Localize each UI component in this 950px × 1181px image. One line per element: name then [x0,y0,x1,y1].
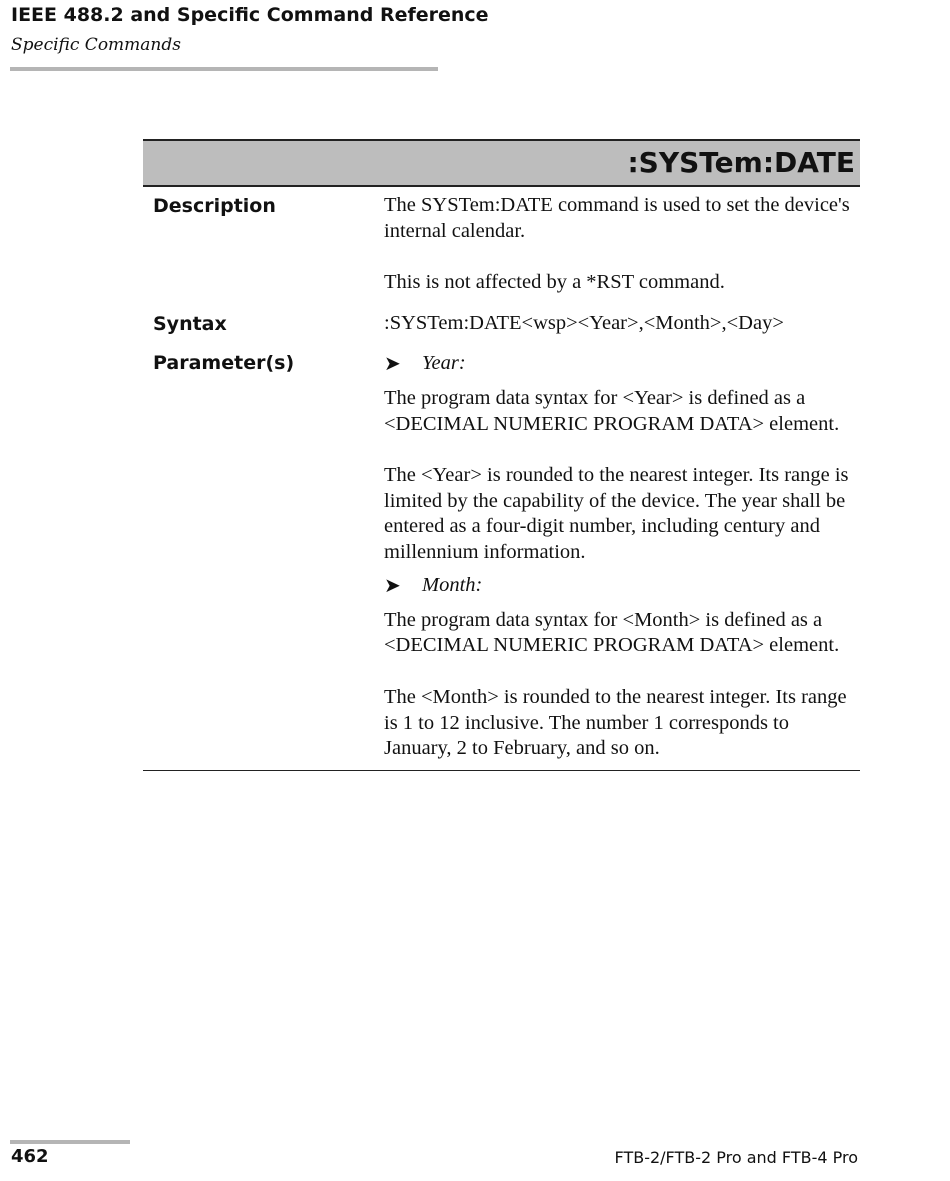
arrow-bullet-icon: ➤ [384,350,401,375]
header-divider [10,67,438,71]
header-subtitle: Specific Commands [11,35,181,55]
parameter-paragraph: The <Month> is rounded to the nearest integer. Its range is 1 to 12 inclusive. The number 1 corresponds to January, 2 to February, and so on. [384,685,847,760]
command-title: :SYSTem:DATE [627,146,855,179]
parameter-name: Month: [422,573,483,596]
footer-divider [10,1140,130,1144]
parameters-row [143,350,860,762]
parameter-paragraph: The program data syntax for <Month> is defined as a <DECIMAL NUMERIC PROGRAM DATA> element. [384,608,840,657]
table-bottom-rule [143,770,860,771]
parameter-paragraph: The <Year> is rounded to the nearest integer. Its range is limited by the capability of the device. The year shall be entered as a four-digit number, including century and millennium information. [384,463,849,563]
page-header [11,2,489,56]
syntax-row [143,311,860,337]
syntax-text: :SYSTem:DATE<wsp><Year>,<Month>,<Day> [384,311,784,334]
parameter-paragraph: The program data syntax for <Year> is defined as a <DECIMAL NUMERIC PROGRAM DATA> element. [384,386,840,435]
syntax-content [384,311,860,337]
description-paragraph: This is not affected by a *RST command. [384,271,725,294]
description-label: Description [153,195,276,217]
syntax-label: Syntax [153,312,227,335]
description-row [143,193,860,296]
arrow-bullet-icon: ➤ [384,572,401,597]
footer-product-name: FTB-2/FTB-2 Pro and FTB-4 Pro [614,1148,858,1167]
parameter-name: Year: [422,351,466,374]
description-paragraph: The SYSTem:DATE command is used to set the device's internal calendar. [384,194,850,242]
command-title-bar [143,139,860,187]
parameter-month-heading [384,572,860,600]
parameter-year-heading [384,350,860,378]
command-reference-table [143,139,860,771]
header-title: IEEE 488.2 and Specific Command Reference [11,4,489,26]
parameters-label: Parameter(s) [153,351,295,374]
page-number: 462 [11,1146,49,1167]
parameters-content [384,350,860,762]
description-content [384,193,860,296]
